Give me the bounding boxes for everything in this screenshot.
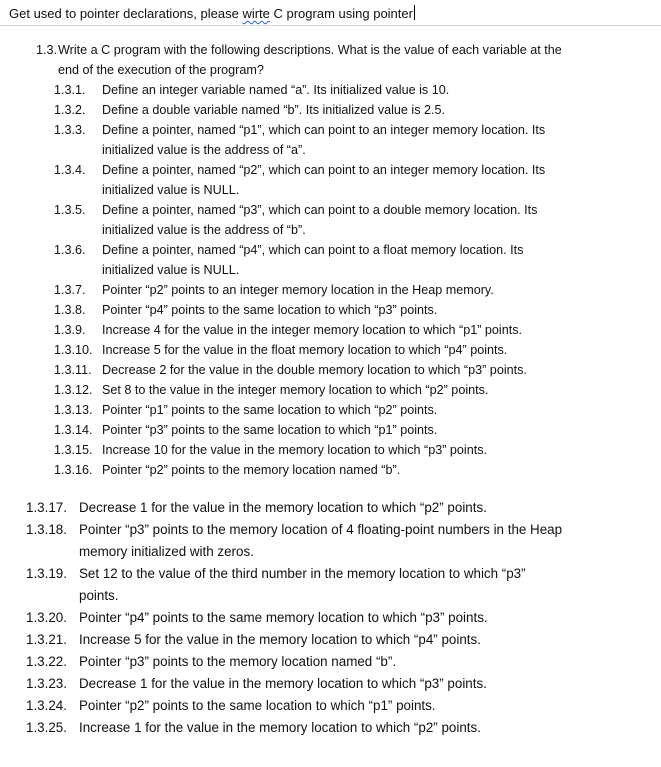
- step-number: 1.3.1.: [54, 83, 86, 97]
- prompt-text-box[interactable]: [0, 0, 661, 26]
- step-number: 1.3.23.: [26, 676, 67, 691]
- step-number: 1.3.11.: [54, 363, 92, 377]
- step-text: Increase 1 for the value in the memory location to which “p2” points.: [79, 720, 481, 735]
- step-text: Pointer “p4” points to the same location to which “p3” points.: [102, 303, 438, 317]
- step-number: 1.3.16.: [54, 463, 93, 477]
- step-text: Pointer “p1” points to the same location to which “p2” points.: [102, 403, 438, 417]
- step-text: Define a pointer, named “p2”, which can point to an integer memory location. Its: [102, 163, 546, 177]
- step-number: 1.3.25.: [26, 720, 67, 735]
- step-number: 1.3.15.: [54, 443, 93, 457]
- step-number: 1.3.4.: [54, 163, 86, 177]
- step-number: 1.3.3.: [54, 123, 86, 137]
- step-number: 1.3.7.: [54, 283, 86, 297]
- prompt-text-start: Get used to pointer declarations, please: [9, 6, 243, 21]
- step-text: Define a pointer, named “p4”, which can point to a float memory location. Its: [102, 243, 524, 257]
- step-number: 1.3.13.: [54, 403, 93, 417]
- step-text: initialized value is NULL.: [102, 183, 240, 197]
- prompt-text-end: C program using pointer: [269, 6, 413, 21]
- question-number: 1.3.: [36, 43, 58, 57]
- step-text: points.: [79, 588, 119, 603]
- step-text: initialized value is NULL.: [102, 263, 240, 277]
- question-text-line-1: Write a C program with the following descriptions. What is the value of each variable at the: [58, 43, 562, 57]
- misspelled-word[interactable]: wirte: [242, 6, 270, 21]
- step-text: Set 8 to the value in the integer memory location to which “p2” points.: [102, 383, 489, 397]
- step-text: Increase 5 for the value in the float memory location to which “p4” points.: [102, 343, 508, 357]
- step-text: Pointer “p2” points to an integer memory location in the Heap memory.: [102, 283, 494, 297]
- step-text: Define a pointer, named “p3”, which can point to a double memory location. Its: [102, 203, 538, 217]
- step-number: 1.3.21.: [26, 632, 67, 647]
- step-number: 1.3.14.: [54, 423, 93, 437]
- step-text: Increase 4 for the value in the integer memory location to which “p1” points.: [102, 323, 523, 337]
- step-number: 1.3.22.: [26, 654, 67, 669]
- step-number: 1.3.18.: [26, 522, 67, 537]
- step-number: 1.3.10.: [54, 343, 93, 357]
- step-text: Decrease 2 for the value in the double memory location to which “p3” points.: [102, 363, 527, 377]
- step-number: 1.3.12.: [54, 383, 93, 397]
- step-number: 1.3.20.: [26, 610, 67, 625]
- step-number: 1.3.24.: [26, 698, 67, 713]
- step-text: memory initialized with zeros.: [79, 544, 254, 559]
- prompt-text[interactable]: [9, 5, 415, 22]
- step-text: Define an integer variable named “a”. Its initialized value is 10.: [102, 83, 450, 97]
- step-number: 1.3.8.: [54, 303, 86, 317]
- step-number: 1.3.5.: [54, 203, 86, 217]
- step-text: Increase 5 for the value in the memory location to which “p4” points.: [79, 632, 481, 647]
- step-text: Pointer “p2” points to the same location to which “p1” points.: [79, 698, 436, 713]
- step-text: Pointer “p2” points to the memory location named “b”.: [102, 463, 401, 477]
- text-cursor: [414, 5, 415, 20]
- step-text: Pointer “p4” points to the same memory location to which “p3” points.: [79, 610, 488, 625]
- step-number: 1.3.2.: [54, 103, 86, 117]
- step-text: Increase 10 for the value in the memory location to which “p3” points.: [102, 443, 488, 457]
- question-text-line-2: end of the execution of the program?: [58, 63, 264, 77]
- step-text: Pointer “p3” points to the same location to which “p1” points.: [102, 423, 438, 437]
- step-text: Decrease 1 for the value in the memory location to which “p2” points.: [79, 500, 487, 515]
- step-number: 1.3.17.: [26, 500, 67, 515]
- step-text: Decrease 1 for the value in the memory location to which “p3” points.: [79, 676, 487, 691]
- step-text: Pointer “p3” points to the memory location of 4 floating-point numbers in the Heap: [79, 522, 563, 537]
- step-number: 1.3.19.: [26, 566, 67, 581]
- step-number: 1.3.9.: [54, 323, 86, 337]
- step-text: Define a pointer, named “p1”, which can point to an integer memory location. Its: [102, 123, 546, 137]
- step-text: initialized value is the address of “b”.: [102, 223, 306, 237]
- step-number: 1.3.6.: [54, 243, 86, 257]
- step-text: Set 12 to the value of the third number in the memory location to which “p3”: [79, 566, 526, 581]
- step-text: initialized value is the address of “a”.: [102, 143, 306, 157]
- step-text: Pointer “p3” points to the memory location named “b”.: [79, 654, 397, 669]
- step-text: Define a double variable named “b”. Its initialized value is 2.5.: [102, 103, 446, 117]
